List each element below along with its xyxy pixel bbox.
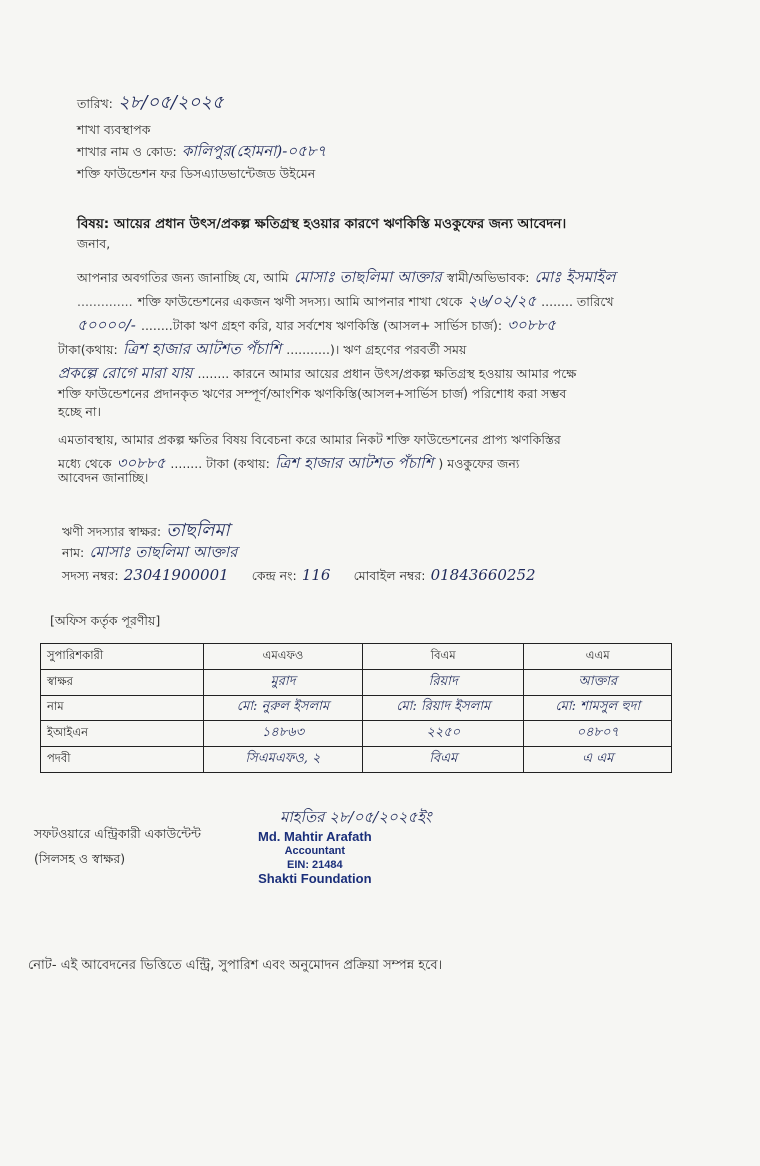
member-id: 23041900001 (123, 566, 229, 584)
para1-text: ........টাকা ঋণ গ্রহণ করি, যার সর্বশেষ ঋণকিস্তি (আসল+ সার্ভিস চার্জ): (140, 318, 503, 333)
table-row (41, 669, 672, 695)
para1-line7: হচ্ছে না। (58, 404, 101, 419)
table-row-label: স্বাক্ষর (41, 669, 204, 695)
date-label: তারিখ: (77, 96, 113, 111)
para1-text: ...........)। ঋণ গ্রহণের পরবর্তী সময় (286, 342, 467, 357)
table-cell: মুরাদ (204, 669, 363, 695)
member-id-label: সদস্য নম্বর: (62, 568, 119, 583)
table-row (41, 721, 672, 747)
table-cell: মো: শামসুল হুদা (524, 695, 672, 721)
para2-line3: আবেদন জানাচ্ছি। (58, 470, 149, 485)
office-heading: [অফিস কর্তৃক পূরণীয়] (50, 613, 161, 628)
para1-line6: শক্তি ফাউন্ডেশনের প্রদানকৃত ঋণের সম্পূর্ণ/আংশিক ঋণকিস্তি(আসল+সার্ভিস চার্জ) পরিশোধ করা সম্ভব (58, 386, 567, 401)
para1-text: ........ কারনে আমার আয়ের প্রধান উৎস/প্রকল্প ক্ষতিগ্রস্থ হওয়ায় আমার পক্ষে (197, 366, 577, 381)
para1-line5 (58, 362, 576, 387)
para1-line2 (77, 290, 614, 315)
member-signature-label: ঋণী সদস্যার স্বাক্ষর: (62, 524, 162, 539)
waiver-amount-written: ৩০৮৮৫ (116, 454, 166, 472)
member-name-line (62, 541, 237, 566)
table-row (41, 695, 672, 721)
table-header-cell: এএম (524, 644, 672, 670)
mobile-number: 01843660252 (430, 566, 536, 584)
accountant-signature: মাহতির ২৮/০৫/২০২৫ইং (280, 808, 432, 826)
table-cell: মো: নুরুল ইসলাম (204, 695, 363, 721)
loan-date-written: ২৬/০২/২৫ (467, 292, 537, 310)
date-line (77, 88, 224, 119)
table-header-cell: বিএম (362, 644, 524, 670)
center-label: কেন্দ্র নং: (251, 568, 297, 583)
organization-name: শক্তি ফাউন্ডেশন ফর ডিসএ্যাডভান্টেজড উইমেন (77, 166, 316, 181)
table-header-cell: এমএফও (204, 644, 363, 670)
para1-dots: .............. (77, 294, 133, 309)
salutation: জনাব, (77, 236, 111, 251)
subject-line: বিষয়: আয়ের প্রধান উৎস/প্রকল্প ক্ষতিগ্রস্থ হওয়ার কারণে ঋণকিস্তি মওকুফের জন্য আবেদন। (77, 216, 567, 232)
table-cell: আক্তার (524, 669, 672, 695)
loan-amount-written: ৫০০০০/- (77, 316, 136, 334)
table-cell: এ এম (524, 747, 672, 773)
para1-text: স্বামী/অভিভাবক: (446, 270, 530, 285)
table-cell: সিএমএফও, ২ (204, 747, 363, 773)
guardian-name-written: মোঃ ইসমাইল (534, 268, 616, 286)
table-row (41, 644, 672, 670)
accountant-stamp (258, 830, 372, 886)
installment-words-written: ত্রিশ হাজার আটশত পঁচাশি (122, 340, 282, 358)
stamp-ein: EIN: 21484 (286, 859, 343, 871)
member-name-written: মোসাঃ তাছলিমা আক্তার (293, 268, 442, 286)
para2-text: ........ টাকা (কথায়: (170, 456, 270, 471)
waiver-words-written: ত্রিশ হাজার আটশত পঁচাশি (274, 454, 434, 472)
stamp-name: Md. Mahtir Arafath (258, 829, 372, 844)
stamp-role: Accountant (284, 845, 346, 857)
branch-label: শাখার নাম ও কোড: (77, 144, 177, 159)
member-name-label: নাম: (62, 545, 85, 560)
para1-text: টাকা(কথায়: (58, 342, 118, 357)
member-id-line (62, 565, 536, 588)
table-row-label: পদবী (41, 747, 204, 773)
para1-text: শক্তি ফাউন্ডেশনের একজন ঋণী সদস্য। আমি আপনার শাখা থেকে (137, 294, 463, 309)
table-cell: রিয়াদ (362, 669, 524, 695)
para1-line3 (77, 314, 556, 339)
para2-text: ) মওকুফের জন্য (438, 456, 520, 471)
stamp-org: Shakti Foundation (258, 871, 372, 886)
accountant-label: সফটওয়ারে এন্ট্রিকারী একাউন্টেন্ট (34, 826, 201, 841)
loss-reason-written: প্রকল্পে রোগে মারা যায় (58, 364, 193, 382)
para1-line1 (77, 266, 615, 291)
table-row (41, 747, 672, 773)
table-row-label: নাম (41, 695, 204, 721)
para1-text: ........ তারিখে (541, 294, 614, 309)
mobile-label: মোবাইল নম্বর: (353, 568, 426, 583)
table-cell: বিএম (362, 747, 524, 773)
table-cell: মো: রিয়াদ ইসলাম (362, 695, 524, 721)
member-signature: তাছলিমা (166, 520, 230, 541)
accountant-sublabel: (সিলসহ ও স্বাক্ষর) (34, 851, 126, 866)
office-table (40, 643, 672, 773)
para1-text: আপনার অবগতির জন্য জানাচ্ছি যে, আমি (77, 270, 289, 285)
date-value: ২৮/০৫/২০২৫ (117, 92, 224, 113)
table-row-label: ইআইএন (41, 721, 204, 747)
table-header-cell: সুপারিশকারী (41, 644, 204, 670)
para1-line4 (58, 338, 466, 363)
branch-value: কালিপুর(হোমনা)-০৫৮৭ (181, 142, 327, 160)
table-cell: ২২৫০ (362, 721, 524, 747)
table-cell: ০৪৮০৭ (524, 721, 672, 747)
recipient-title: শাখা ব্যবস্থাপক (77, 122, 151, 137)
member-name: মোসাঃ তাছলিমা আক্তার (89, 543, 238, 561)
footer-note: নোট- এই আবেদনের ভিত্তিতে এন্ট্রি, সুপারিশ এবং অনুমোদন প্রক্রিয়া সম্পন্ন হবে। (28, 958, 443, 973)
branch-line (77, 140, 326, 165)
installment-value-written: ৩০৮৮৫ (507, 316, 556, 334)
para2-text: মধ্যে থেকে (58, 456, 112, 471)
table-cell: ১৪৮৬৩ (204, 721, 363, 747)
para2-line1: এমতাবস্থায়, আমার প্রকল্প ক্ষতির বিষয় বিবেচনা করে আমার নিকট শক্তি ফাউন্ডেশনের প্রাপ্য ঋণকিস্তির (58, 432, 561, 447)
center-number: 116 (301, 566, 331, 584)
